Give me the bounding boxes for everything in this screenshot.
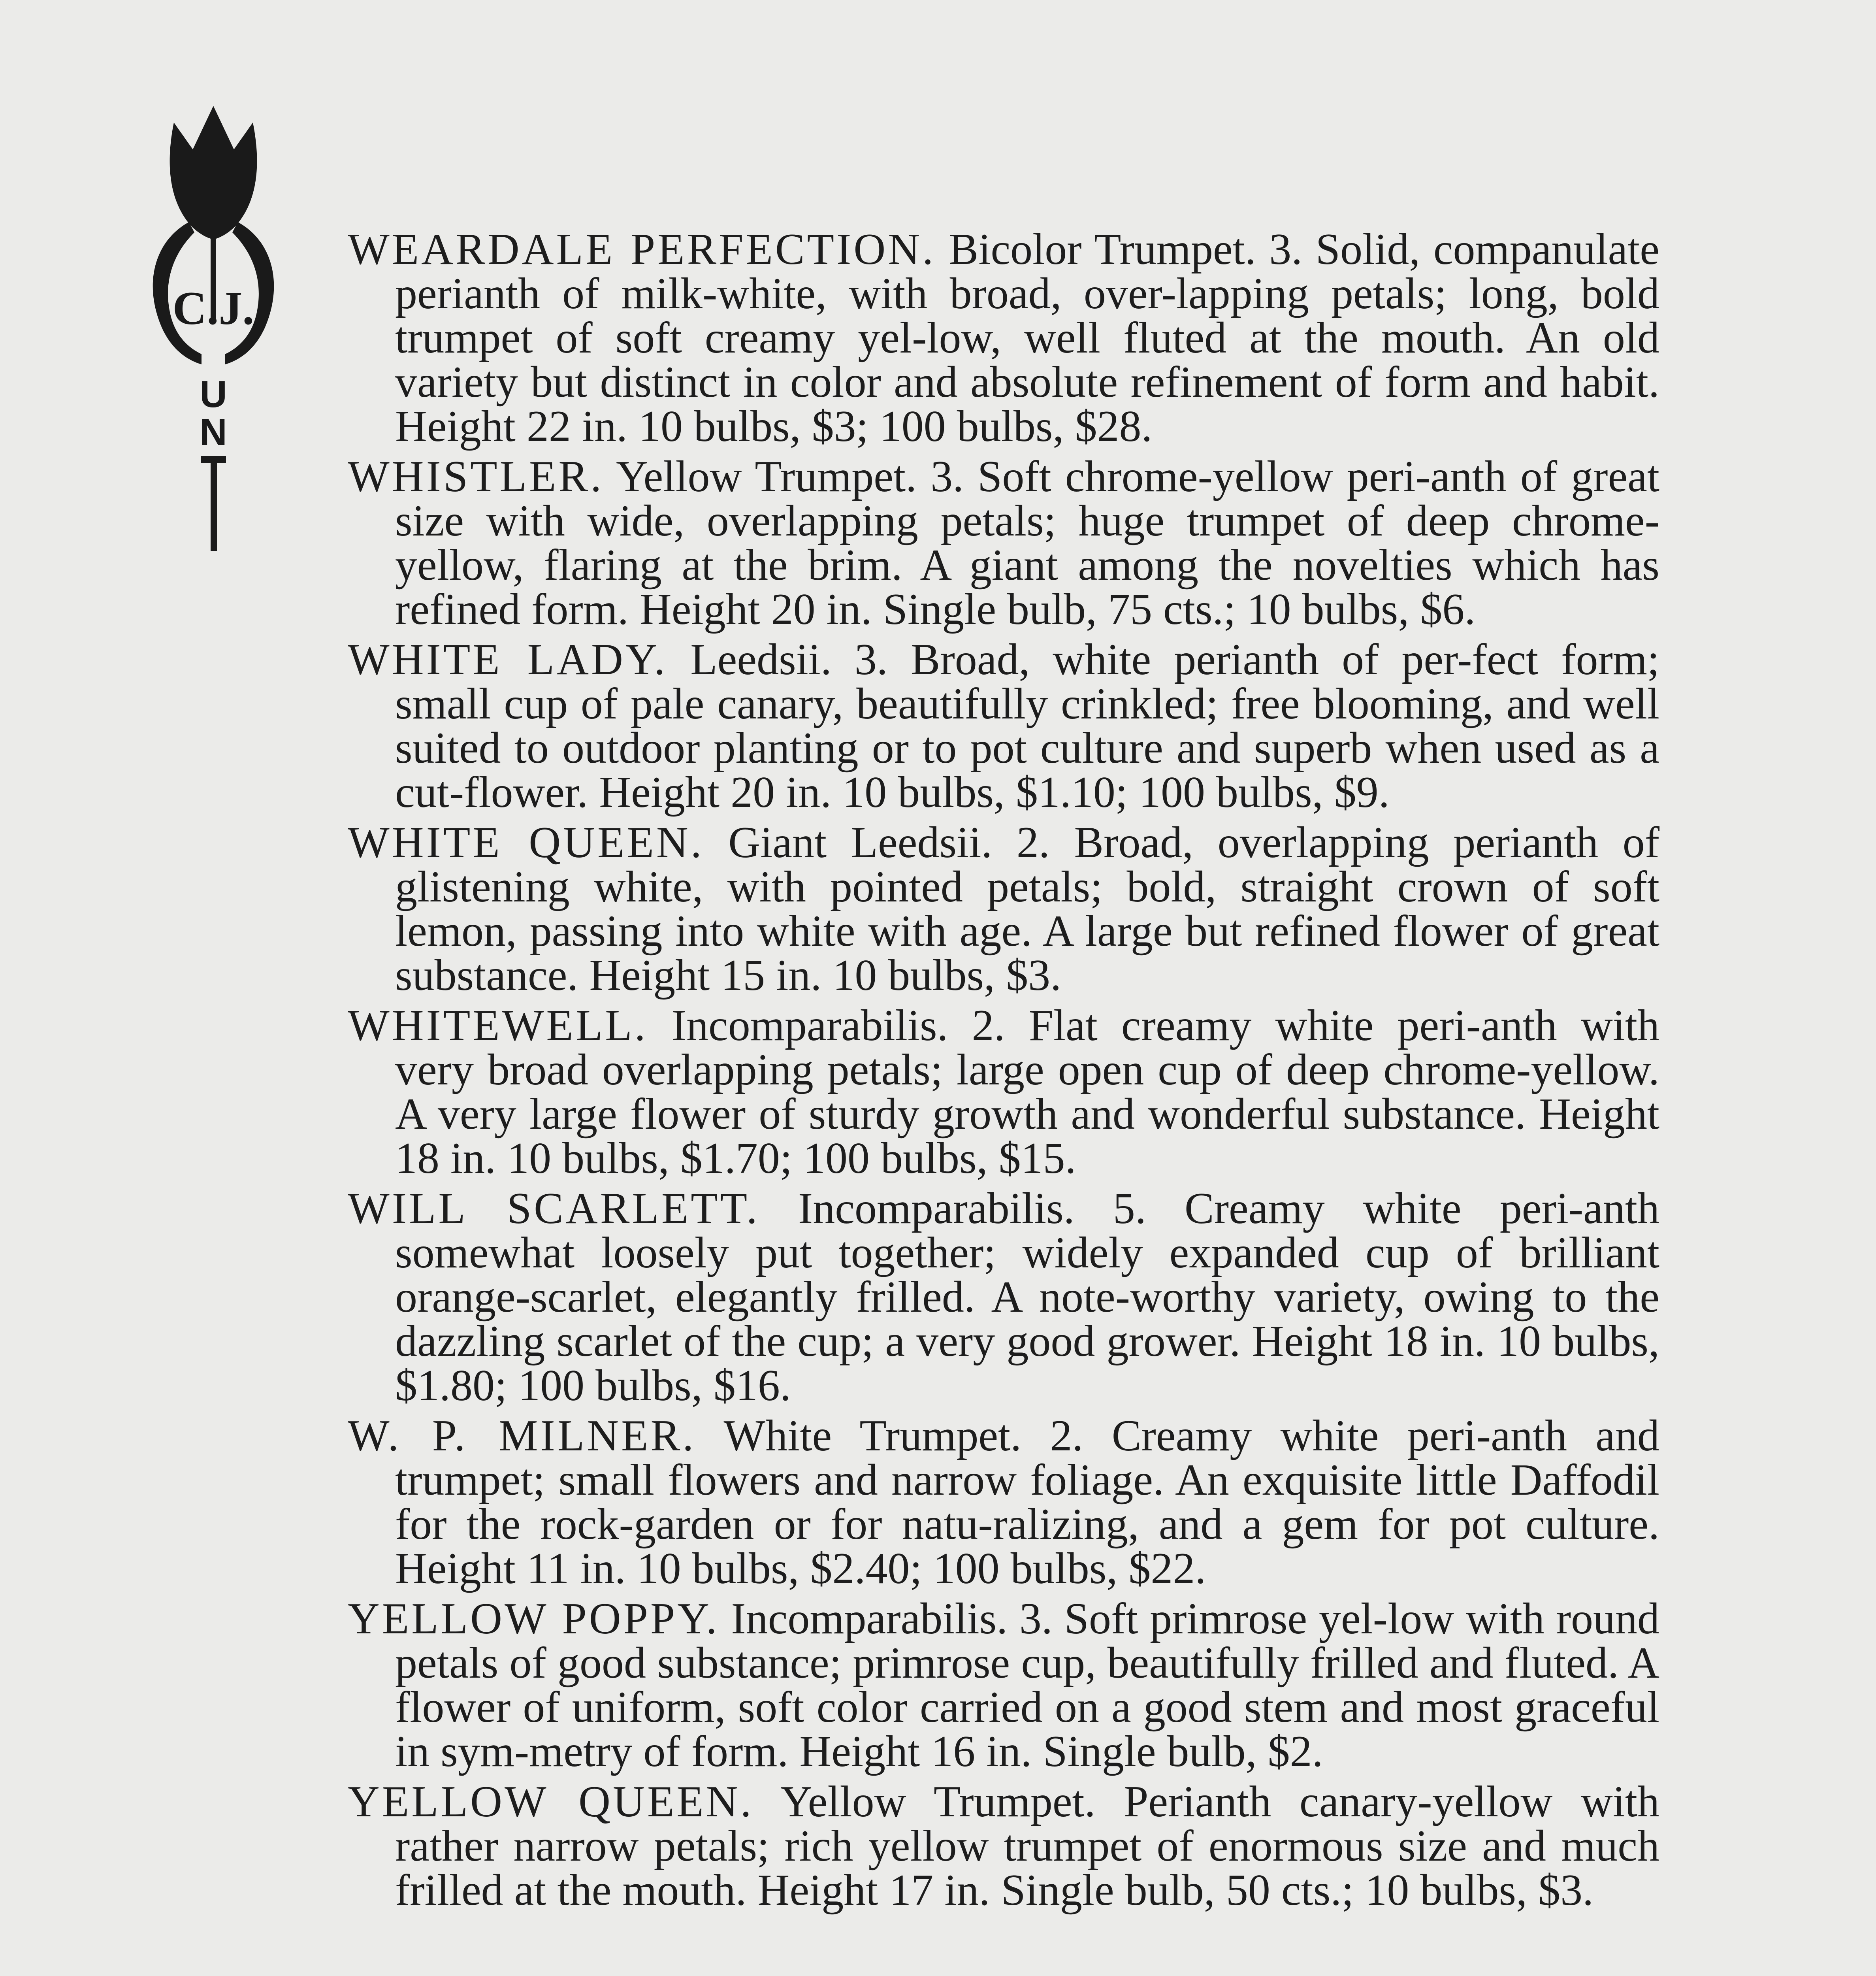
- tulip-icon: [146, 99, 281, 557]
- logo-letter-u: U: [200, 373, 227, 415]
- logo-monogram: C.J.: [172, 282, 254, 334]
- daffodil-catalog-list: [348, 227, 1659, 1918]
- entry-name: WHITEWELL.: [348, 1001, 648, 1050]
- entry-name: YELLOW POPPY.: [348, 1594, 720, 1643]
- catalog-entry: [348, 1001, 1659, 1183]
- entry-description: Yellow Trumpet. 3. Soft chrome-yellow peri-anth of great size with wide, overlapping petals; huge trumpet of deep chrome-yellow, flaring at the brim. A giant among the novelties which has refined form. Height 20 in. Single bulb, 75 cts.; 10 bulbs, $6.: [395, 452, 1659, 634]
- entry-name: WHITE QUEEN.: [348, 818, 704, 867]
- entry-description: Bicolor Trumpet. 3. Solid, companulate perianth of milk-white, with broad, over-lapping petals; long, bold trumpet of soft creamy yel-low, well fluted at the mouth. An old variety but distinct in color and absolute refinement of form and habit. Height 22 in. 10 bulbs, $3; 100 bulbs, $28.: [395, 225, 1660, 451]
- entry-description: Yellow Trumpet. Perianth canary-yellow with rather narrow petals; rich yellow trumpet of enormous size and much frilled at the mouth. Height 17 in. Single bulb, 50 cts.; 10 bulbs, $3.: [395, 1777, 1660, 1915]
- entry-description: Leedsii. 3. Broad, white perianth of per-fect form; small cup of pale canary, beautifully crinkled; free blooming, and well suited to outdoor planting or to pot culture and superb when used as a cut-flower. Height 20 in. 10 bulbs, $1.10; 100 bulbs, $9.: [395, 635, 1660, 817]
- entry-description: Incomparabilis. 2. Flat creamy white peri-anth with very broad overlapping petals; large open cup of deep chrome-yellow. A very large flower of sturdy growth and wonderful substance. Height 18 in. 10 bulbs, $1.70; 100 bulbs, $15.: [395, 1001, 1659, 1183]
- catalog-entry: [348, 1594, 1659, 1776]
- entry-name: W. P. MILNER.: [348, 1411, 696, 1460]
- catalog-entry: [348, 227, 1659, 449]
- entry-name: WHISTLER.: [348, 452, 604, 501]
- catalog-entry: [348, 637, 1659, 815]
- entry-description: White Trumpet. 2. Creamy white peri-anth and trumpet; small flowers and narrow foliage. An exquisite little Daffodil for the rock-garden or for natu-ralizing, and a gem for pot culture. Height 11 in. 10 bulbs, $2.40; 100 bulbs, $22.: [395, 1411, 1660, 1593]
- entry-name: WEARDALE PERFECTION.: [348, 225, 936, 274]
- entry-name: WHITE LADY.: [348, 635, 668, 684]
- entry-name: YELLOW QUEEN.: [348, 1777, 754, 1826]
- catalog-entry: [348, 1186, 1659, 1408]
- entry-description: Incomparabilis. 3. Soft primrose yel-low with round petals of good substance; primrose cup, beautifully frilled and fluted. A flower of uniform, soft color carried on a good stem and most graceful in sym-metry of form. Height 16 in. Single bulb, $2.: [395, 1594, 1659, 1776]
- entry-description: Incomparabilis. 5. Creamy white peri-anth somewhat loosely put together; widely expanded cup of brilliant orange-scarlet, elegantly frilled. A note-worthy variety, owing to the dazzling scarlet of the cup; a very good grower. Height 18 in. 10 bulbs, $1.80; 100 bulbs, $16.: [395, 1184, 1659, 1410]
- logo-letter-n: N: [200, 411, 227, 453]
- entry-name: WILL SCARLETT.: [348, 1184, 760, 1233]
- entry-description: Giant Leedsii. 2. Broad, overlapping perianth of glistening white, with pointed petals; bold, straight crown of soft lemon, passing into white with age. A large but refined flower of great substance. Height 15 in. 10 bulbs, $3.: [395, 818, 1659, 1000]
- catalog-entry: [348, 454, 1659, 632]
- catalog-entry: [348, 818, 1659, 1000]
- catalog-entry: [348, 1411, 1660, 1593]
- catalog-entry: [348, 1777, 1660, 1915]
